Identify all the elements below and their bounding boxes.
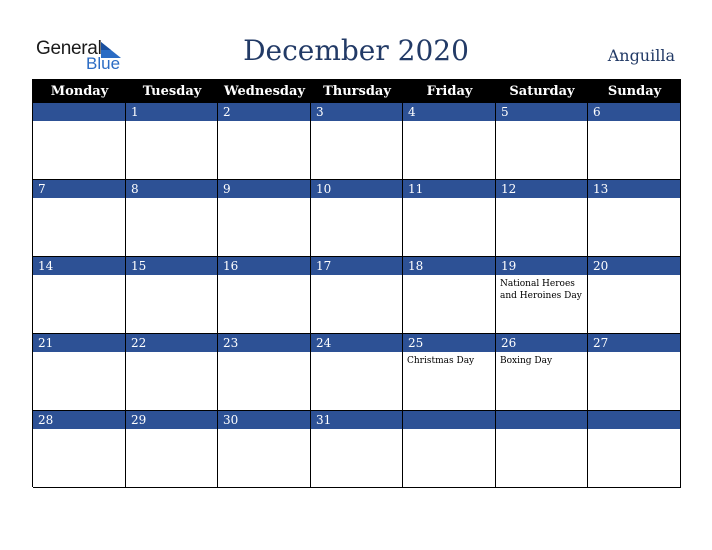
day-cell[interactable]	[496, 257, 588, 334]
day-cell[interactable]	[33, 180, 126, 257]
day-number: 3	[311, 103, 402, 121]
day-cell[interactable]	[403, 180, 496, 257]
country-label: Anguilla	[607, 46, 675, 65]
day-cell[interactable]	[496, 180, 588, 257]
day-cell[interactable]	[403, 257, 496, 334]
day-cell[interactable]	[588, 334, 681, 411]
day-number	[496, 411, 587, 429]
day-number: 23	[218, 334, 310, 352]
day-cell[interactable]	[33, 257, 126, 334]
day-cell[interactable]	[588, 180, 681, 257]
day-cell[interactable]	[403, 103, 496, 180]
day-number: 15	[126, 257, 217, 275]
day-number: 22	[126, 334, 217, 352]
day-number: 13	[588, 180, 680, 198]
day-number: 11	[403, 180, 495, 198]
day-cell[interactable]	[218, 411, 311, 488]
day-number: 28	[33, 411, 125, 429]
weekday-header-monday: Monday	[50, 84, 109, 99]
weekday-header-thursday: Thursday	[323, 84, 391, 99]
day-cell[interactable]	[588, 257, 681, 334]
day-cell[interactable]	[218, 257, 311, 334]
logo-general-text: General	[36, 38, 102, 59]
weekday-header-row	[33, 80, 681, 103]
day-cell[interactable]	[311, 103, 403, 180]
day-cell[interactable]	[311, 180, 403, 257]
weekday-header-saturday: Saturday	[509, 84, 575, 99]
day-number: 29	[126, 411, 217, 429]
day-cell[interactable]	[588, 103, 681, 180]
day-number: 20	[588, 257, 680, 275]
day-number: 31	[311, 411, 402, 429]
holiday-label: Boxing Day	[500, 356, 553, 366]
day-number: 30	[218, 411, 310, 429]
day-number	[33, 103, 125, 121]
day-number: 16	[218, 257, 310, 275]
day-number: 24	[311, 334, 402, 352]
day-number: 5	[496, 103, 587, 121]
day-number: 8	[126, 180, 217, 198]
holiday-label: National Heroes and Heroines Day	[500, 279, 582, 301]
day-cell[interactable]	[588, 411, 681, 488]
day-number: 18	[403, 257, 495, 275]
day-number: 26	[496, 334, 587, 352]
day-number: 9	[218, 180, 310, 198]
day-number: 10	[311, 180, 402, 198]
calendar-grid	[32, 79, 681, 487]
day-cell[interactable]	[33, 411, 126, 488]
day-cell[interactable]	[126, 257, 218, 334]
day-cell[interactable]	[126, 411, 218, 488]
day-number: 12	[496, 180, 587, 198]
day-number: 1	[126, 103, 217, 121]
day-number: 27	[588, 334, 680, 352]
page-title: December 2020	[243, 34, 469, 67]
week-row	[33, 180, 681, 257]
day-cell[interactable]	[311, 411, 403, 488]
day-number	[588, 411, 680, 429]
day-cell[interactable]	[126, 103, 218, 180]
day-cell[interactable]	[311, 334, 403, 411]
week-row	[33, 103, 681, 180]
week-row	[33, 411, 681, 488]
day-cell[interactable]	[311, 257, 403, 334]
day-cell[interactable]	[33, 334, 126, 411]
holiday-label: Christmas Day	[407, 356, 475, 366]
day-cell[interactable]	[218, 180, 311, 257]
day-number	[403, 411, 495, 429]
day-cell[interactable]	[33, 103, 126, 180]
day-number: 6	[588, 103, 680, 121]
weeks-container	[33, 103, 681, 488]
day-number: 21	[33, 334, 125, 352]
logo-blue-text: Blue	[86, 54, 121, 73]
day-cell[interactable]	[496, 411, 588, 488]
day-cell[interactable]	[218, 103, 311, 180]
weekday-header-wednesday: Wednesday	[223, 84, 305, 99]
day-cell[interactable]	[218, 334, 311, 411]
day-cell[interactable]	[403, 334, 496, 411]
week-row	[33, 257, 681, 334]
day-number: 4	[403, 103, 495, 121]
day-number: 2	[218, 103, 310, 121]
day-number: 19	[496, 257, 587, 275]
day-number: 17	[311, 257, 402, 275]
day-cell[interactable]	[126, 180, 218, 257]
day-number: 7	[33, 180, 125, 198]
day-number: 25	[403, 334, 495, 352]
day-cell[interactable]	[496, 103, 588, 180]
day-number: 14	[33, 257, 125, 275]
weekday-header-tuesday: Tuesday	[142, 84, 202, 99]
weekday-header-friday: Friday	[426, 84, 473, 99]
day-cell[interactable]	[126, 334, 218, 411]
weekday-header-sunday: Sunday	[607, 84, 662, 99]
day-cell[interactable]	[403, 411, 496, 488]
day-cell[interactable]	[496, 334, 588, 411]
week-row	[33, 334, 681, 411]
